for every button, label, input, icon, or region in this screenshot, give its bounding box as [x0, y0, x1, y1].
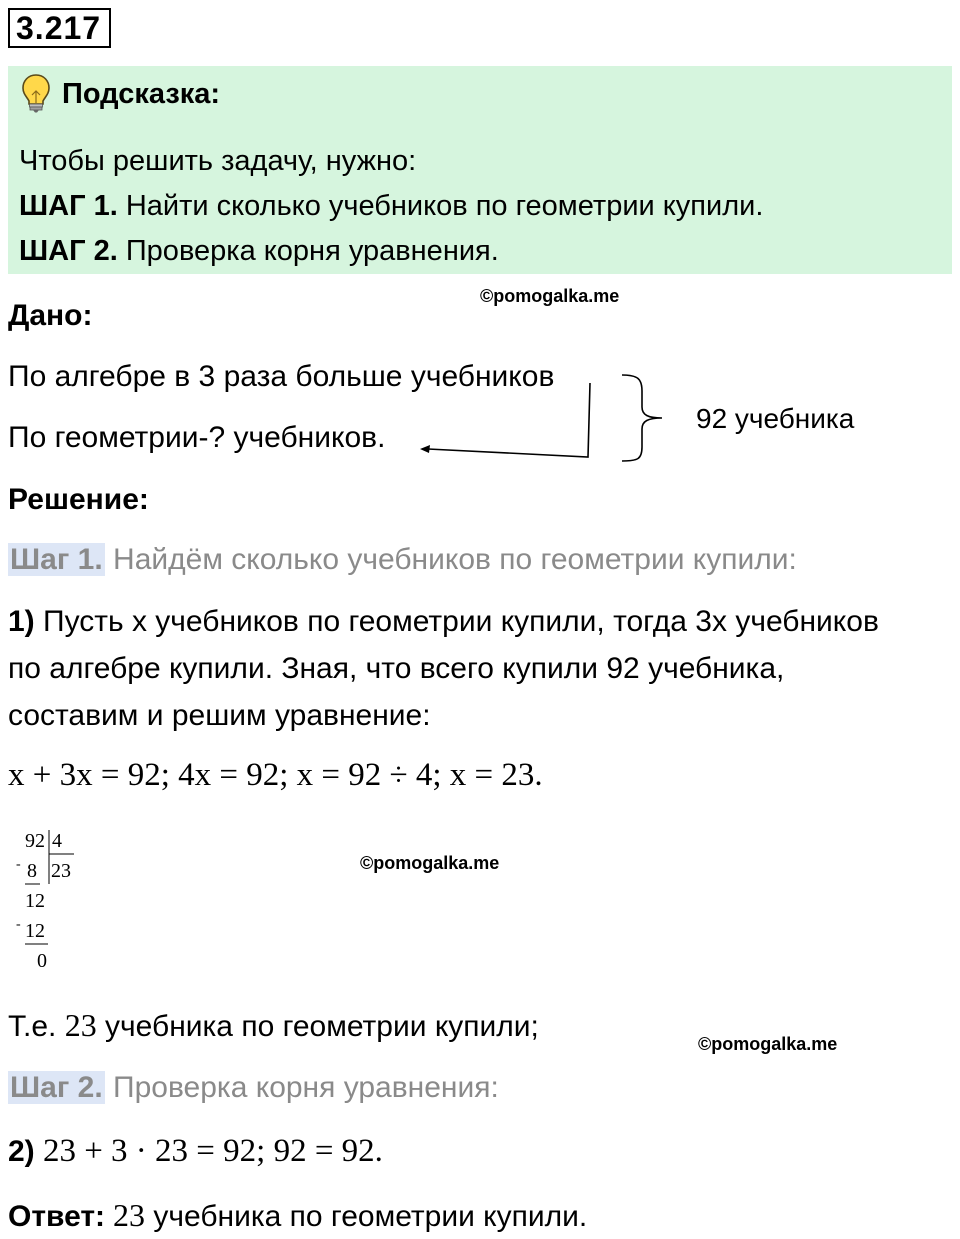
connector-line: [428, 383, 590, 457]
item-number-1: 1): [8, 605, 35, 638]
subtrahend-1: 8: [27, 860, 37, 882]
answer: [8, 1196, 587, 1236]
step-1-para-1-text: Пусть x учебников по геометрии купили, тогда 3x учебников: [34, 605, 879, 638]
lightbulb-icon: [20, 73, 52, 113]
arrow-head-icon: [420, 445, 430, 453]
step-1-conclusion: [8, 1006, 539, 1046]
item-number-2: 2): [8, 1135, 35, 1168]
step-2-heading: [8, 1069, 499, 1107]
check-equation: 23 + 3 · 23 = 92; 92 = 92.: [34, 1133, 383, 1169]
step-2-tag: Шаг 2.: [10, 1071, 103, 1104]
answer-label: Ответ:: [8, 1200, 106, 1233]
curly-brace-icon: [622, 375, 662, 461]
divisor: 4: [52, 830, 62, 852]
answer-text: учебника по геометрии купили.: [145, 1200, 588, 1233]
long-division: [14, 828, 84, 976]
hint-step-1: [19, 188, 763, 224]
given-title: Дано:: [8, 299, 93, 332]
given-line-2: По геометрии-? учебников.: [8, 421, 386, 454]
step-1-paragraph-line-1: [8, 603, 879, 641]
hint-step-2: [19, 233, 499, 269]
division-lines: [14, 828, 84, 976]
subtrahend-2: 12: [25, 920, 45, 942]
given-line-1: По алгебре в 3 раза больше учебников: [8, 360, 555, 393]
quotient: 23: [51, 860, 71, 882]
minus-sign: -: [16, 857, 21, 872]
step-1-heading-text: Найдём сколько учебников по геометрии купили:: [104, 543, 797, 576]
answer-number: 23: [105, 1197, 146, 1233]
hint-step-2-label: ШАГ 2.: [19, 235, 118, 267]
solution-title: Решение:: [8, 483, 149, 516]
step-2-check: [8, 1132, 383, 1171]
step-1-paragraph-line-3: составим и решим уравнение:: [8, 699, 431, 732]
hint-intro: Чтобы решить задачу, нужно:: [19, 145, 417, 177]
minus-sign: -: [16, 917, 21, 932]
step-2-heading-text: Проверка корня уравнения:: [104, 1071, 499, 1104]
conclusion-text: учебника по геометрии купили;: [96, 1010, 539, 1043]
conclusion-number: 23: [64, 1007, 97, 1043]
watermark: ©pomogalka.me: [698, 1034, 838, 1054]
step-1-tag: Шаг 1.: [10, 543, 103, 576]
watermark: ©pomogalka.me: [480, 286, 620, 306]
brace-label: 92 учебника: [696, 403, 855, 434]
equation-1: x + 3x = 92; 4x = 92; x = 92 ÷ 4; x = 23.: [8, 757, 543, 793]
step-1-heading: [8, 541, 797, 579]
conclusion-prefix: Т.е.: [8, 1010, 65, 1043]
given-diagram: [410, 365, 690, 470]
hint-step-2-text: Проверка корня уравнения.: [117, 235, 499, 267]
hint-title: Подсказка:: [62, 78, 221, 110]
hint-step-1-label: ШАГ 1.: [19, 190, 118, 222]
final-remainder: 0: [37, 950, 47, 972]
task-number: 3.217: [8, 8, 111, 48]
watermark: ©pomogalka.me: [360, 853, 500, 873]
remainder-1: 12: [25, 890, 45, 912]
dividend: 92: [25, 830, 45, 852]
hint-step-1-text: Найти сколько учебников по геометрии купили.: [117, 190, 764, 222]
step-1-paragraph-line-2: по алгебре купили. Зная, что всего купили 92 учебника,: [8, 652, 785, 685]
